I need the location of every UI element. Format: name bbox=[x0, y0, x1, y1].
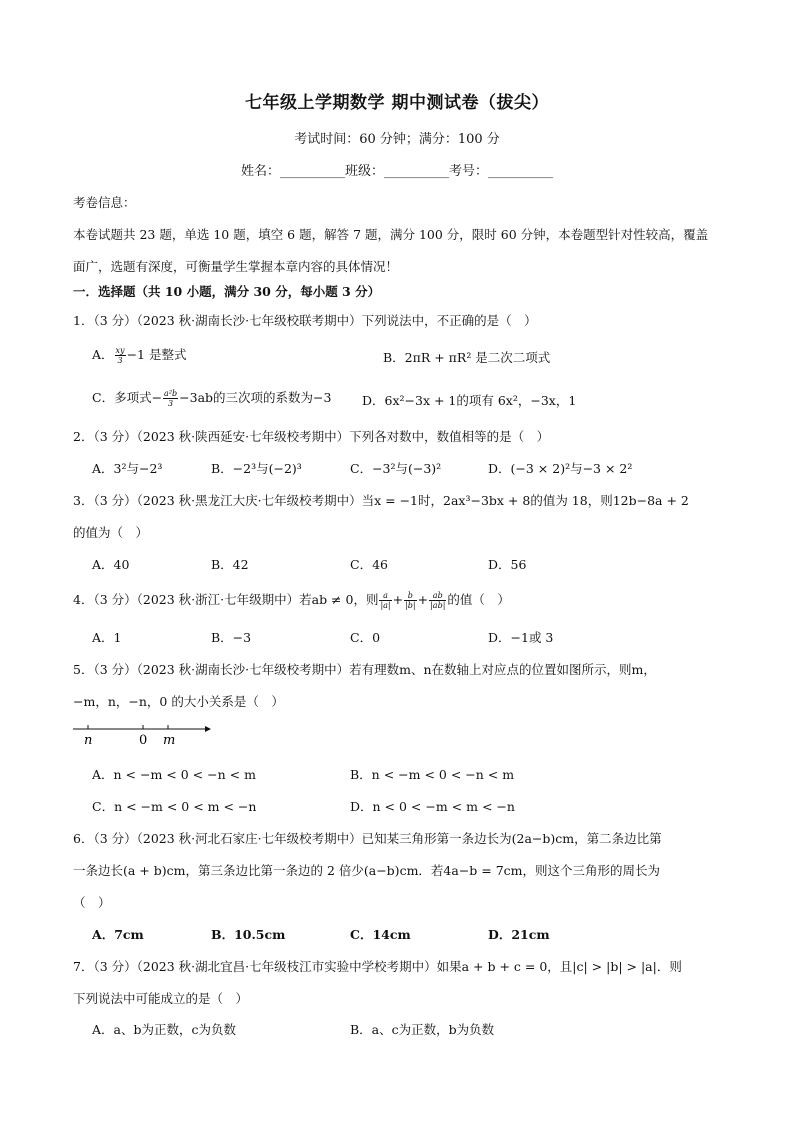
question-6-option-a: A．7cm bbox=[92, 927, 144, 942]
denominator: |ab| bbox=[430, 601, 446, 610]
question-3-option-a: A．40 bbox=[92, 557, 130, 572]
number-line-arrow bbox=[205, 726, 211, 732]
question-2-option-b: B．−2³与(−2)³ bbox=[211, 461, 302, 476]
exam-info-line-1: 本卷试题共 23 题，单选 10 题，填空 6 题，解答 7 题，满分 100 分，限时 60 分钟，本卷题型针对性较高，覆盖 bbox=[73, 227, 709, 242]
option-text: −3ab的三次项的系数为−3 bbox=[179, 390, 332, 405]
question-6-stem-line-1: 6．（3 分）（2023 秋·河北石家庄·七年级校考期中）已知某三角形第一条边长为(2a−b)cm，第二条边比第 bbox=[73, 831, 662, 846]
numerator: a bbox=[379, 591, 391, 601]
question-4-option-b: B．−3 bbox=[211, 630, 252, 645]
question-1-option-b: B．2πR + πR² 是二次二项式 bbox=[383, 350, 551, 365]
question-7-option-a: A．a、b为正数，c为负数 bbox=[92, 1022, 236, 1037]
denominator: |b| bbox=[405, 601, 416, 610]
stem-text: 的值（ ） bbox=[447, 592, 510, 607]
section-heading: 一．选择题（共 10 小题，满分 30 分，每小题 3 分） bbox=[73, 284, 381, 299]
page-title: 七年级上学期数学 期中测试卷（拔尖） bbox=[245, 93, 549, 113]
question-3-option-b: B．42 bbox=[211, 557, 249, 572]
question-2-option-c: C．−3²与(−3)² bbox=[350, 461, 442, 476]
question-3-option-d: D．56 bbox=[488, 557, 527, 572]
question-2-stem: 2．（3 分）（2023 秋·陕西延安·七年级校考期中）下列各对数中，数值相等的是（ ） bbox=[73, 429, 550, 444]
question-4-option-a: A．1 bbox=[92, 630, 122, 645]
question-5-option-c: C．n < −m < 0 < m < −n bbox=[92, 799, 257, 814]
question-3-option-c: C．46 bbox=[350, 557, 388, 572]
question-7-option-b: B．a、c为正数，b为负数 bbox=[350, 1022, 495, 1037]
exam-info-line-2: 面广，选题有深度，可衡量学生掌握本章内容的具体情况！ bbox=[73, 259, 399, 274]
label-m: m bbox=[163, 733, 176, 748]
question-3-stem-line-2: 的值为（ ） bbox=[73, 525, 149, 540]
numerator: xy bbox=[115, 346, 125, 355]
exam-info-label: 考卷信息： bbox=[73, 195, 136, 210]
number-line-figure bbox=[73, 712, 213, 748]
question-1-option-a bbox=[92, 345, 186, 365]
fraction bbox=[379, 591, 391, 610]
student-info-line: 姓名：__________班级：__________考号：__________ bbox=[240, 164, 553, 179]
numerator: ab bbox=[429, 591, 446, 601]
denominator: |a| bbox=[380, 601, 391, 610]
question-6-option-b: B．10.5cm bbox=[211, 927, 286, 942]
question-3-stem-line-1: 3．（3 分）（2023 秋·黑龙江大庆·七年级校考期中）当x = −1时，2ax³−3bx + 8的值为 18，则12b−8a + 2 bbox=[73, 493, 689, 508]
question-4-option-c: C．0 bbox=[350, 630, 381, 645]
fraction bbox=[163, 389, 178, 408]
question-4-stem: 4．（3 分）（2023 秋·浙江·七年级期中）若ab ≠ 0，则 $\frac{a}{|a|}$ + $\frac{b}{|b|}$ + $\frac{ab}{|ab|}$ 的值（ ） bbox=[73, 591, 510, 610]
question-1-stem: 1．（3 分）（2023 秋·湖南长沙·七年级校联考期中）下列说法中，不正确的是（ ） bbox=[73, 313, 537, 328]
question-5-option-a: A．n < −m < 0 < −n < m bbox=[92, 767, 256, 782]
question-6-stem-line-3: （ ） bbox=[73, 895, 111, 910]
option-label: A． bbox=[92, 347, 114, 362]
question-6-stem-line-2: 一条边长(a + b)cm，第三条边比第一条边的 2 倍少(a−b)cm．若4a−b = 7cm，则这个三角形的周长为 bbox=[73, 863, 661, 878]
question-5-option-b: B．n < −m < 0 < −n < m bbox=[350, 767, 515, 782]
numerator: b bbox=[404, 591, 417, 601]
question-5-option-d: D．n < 0 < −m < m < −n bbox=[350, 799, 515, 814]
numerator: a²b bbox=[164, 389, 178, 398]
question-7-stem-line-1: 7．（3 分）（2023 秋·湖北宜昌·七年级枝江市实验中学校考期中）如果a + b + c = 0，且|c| > |b| > |a|．则 bbox=[73, 959, 682, 974]
label-0: 0 bbox=[139, 733, 148, 748]
exam-time-line: 考试时间：60 分钟；满分：100 分 bbox=[294, 132, 500, 147]
question-6-option-c: C．14cm bbox=[350, 927, 411, 942]
question-5-stem-line-2: −m，n，−n，0 的大小关系是（ ） bbox=[73, 694, 284, 709]
label-n: n bbox=[84, 733, 93, 748]
option-text: C．多项式− bbox=[92, 390, 163, 405]
question-1-option-c bbox=[92, 388, 331, 408]
question-1-option-d: D．6x²−3x + 1的项有 6x²，−3x，1 bbox=[362, 393, 577, 408]
question-6-option-d: D．21cm bbox=[488, 927, 550, 942]
question-4-option-d: D．−1或 3 bbox=[488, 630, 554, 645]
question-7-stem-line-2: 下列说法中可能成立的是（ ） bbox=[73, 991, 249, 1006]
denominator: 3 bbox=[117, 356, 123, 365]
fraction bbox=[429, 591, 446, 610]
fraction bbox=[115, 346, 126, 365]
question-2-option-d: D．(−3 × 2)²与−3 × 2² bbox=[488, 461, 633, 476]
stem-text: 4．（3 分）（2023 秋·浙江·七年级期中）若ab ≠ 0，则 bbox=[73, 592, 379, 607]
question-5-stem-line-1: 5．（3 分）（2023 秋·湖南长沙·七年级校考期中）若有理数m、n在数轴上对应点的位置如图所示，则m， bbox=[73, 662, 656, 677]
question-2-option-a: A．3²与−2³ bbox=[92, 461, 163, 476]
fraction bbox=[404, 591, 417, 610]
option-text: −1 是整式 bbox=[126, 347, 187, 362]
denominator: 3 bbox=[168, 399, 174, 408]
